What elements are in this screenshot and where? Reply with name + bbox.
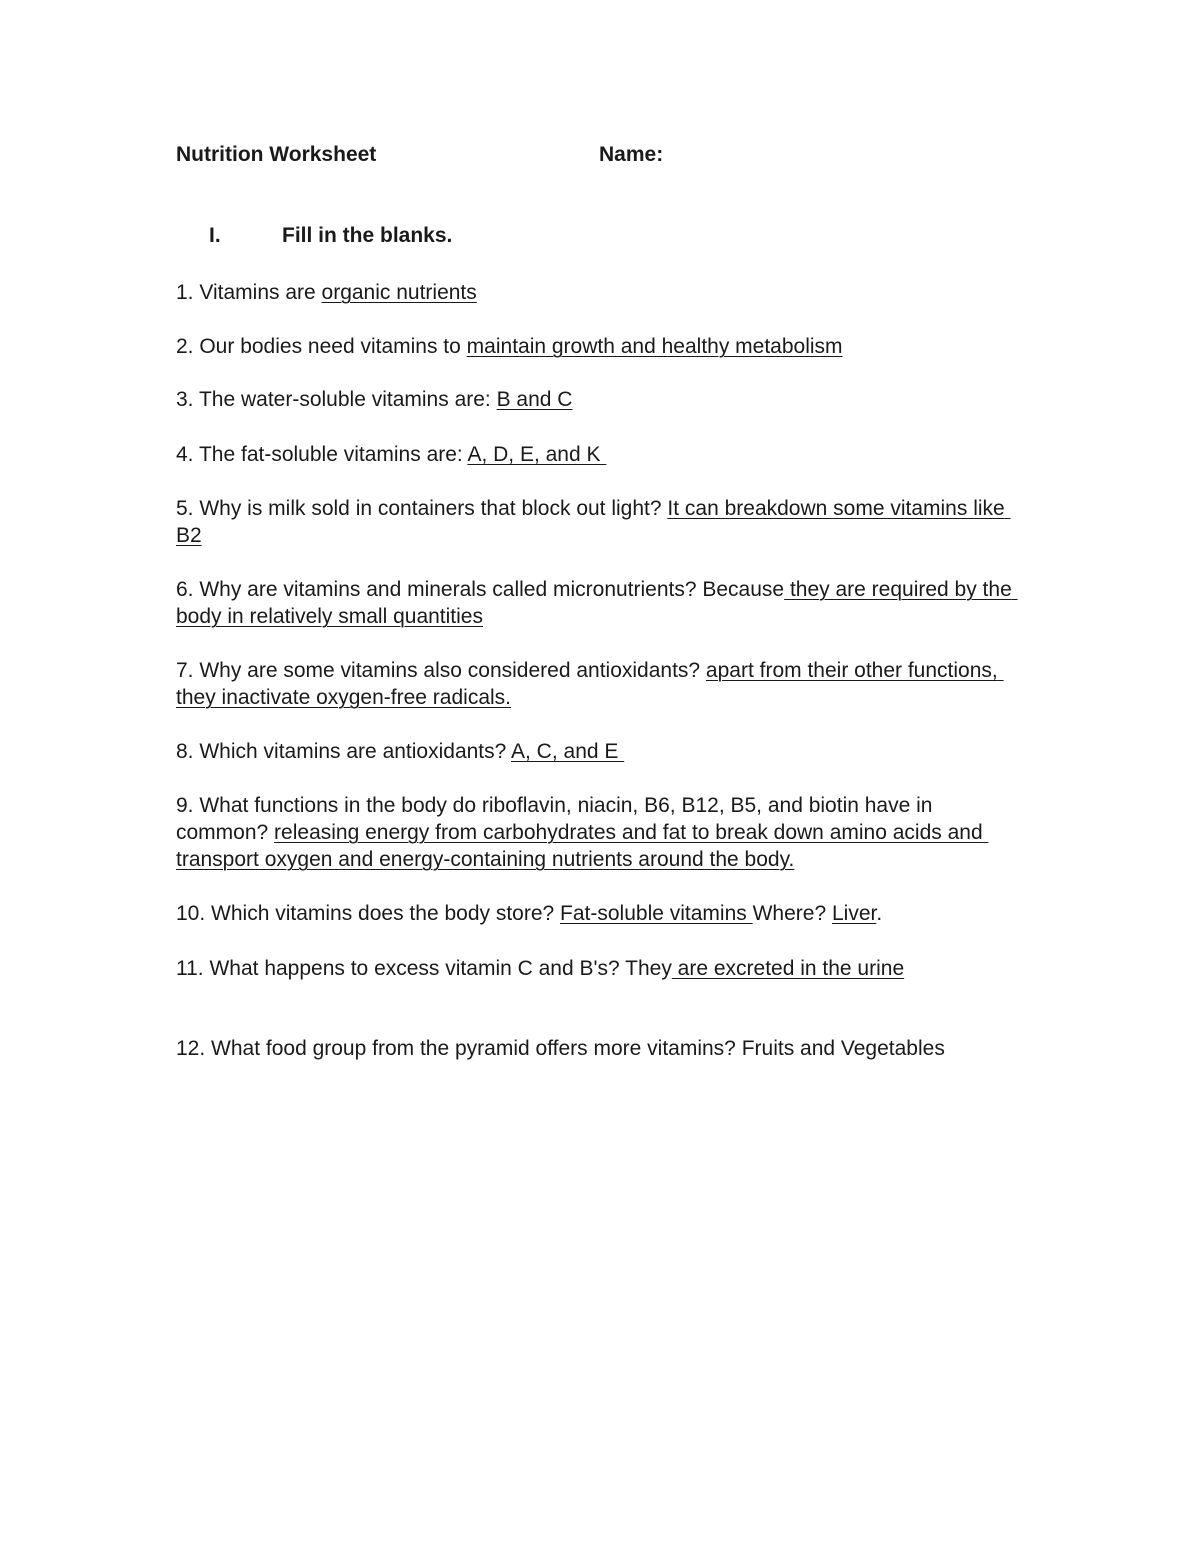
question-2 (176, 333, 1016, 360)
section-title: Fill in the blanks. (282, 224, 453, 247)
question-text: 10. Which vitamins does the body store? (176, 902, 561, 925)
answer-text-followup: Liver (831, 902, 877, 925)
question-5 (176, 495, 1016, 549)
answer-text: they are required by the body in relatively small quantities (176, 578, 1018, 628)
answer-text: maintain growth and healthy metabolism (466, 335, 843, 358)
question-11 (176, 955, 1016, 982)
question-text: 11. What happens to excess vitamin C and B's? They (176, 957, 672, 980)
answer-text: releasing energy from carbohydrates and fat to break down amino acids and transport oxygen and energy-containing nutrients around the body. (176, 821, 989, 871)
question-text: 6. Why are vitamins and minerals called micronutrients? Because (176, 578, 785, 601)
answer-text: apart from their other functions, they inactivate oxygen-free radicals. (176, 659, 1004, 709)
question-text: 9. What functions in the body do riboflavin, niacin, B6, B12, B5, and biotin have in common? (176, 794, 939, 844)
answer-text: A, D, E, and K (467, 443, 607, 466)
question-1 (176, 279, 1016, 306)
question-9 (176, 792, 1016, 873)
question-text: 4. The fat-soluble vitamins are: (176, 443, 468, 466)
question-text: 8. Which vitamins are antioxidants? (176, 740, 511, 763)
question-text-followup: Where? (752, 902, 832, 925)
question-8 (176, 738, 1016, 765)
question-7 (176, 657, 1016, 711)
question-text: 7. Why are some vitamins also considered antioxidants? (176, 659, 706, 682)
question-6 (176, 576, 1016, 630)
question-10 (176, 900, 1016, 927)
answer-text: It can breakdown some vitamins like B2 (176, 497, 1011, 547)
worksheet-title: Nutrition Worksheet (176, 143, 377, 166)
question-text: 12. What food group from the pyramid offers more vitamins? Fruits and Vegetables (176, 1037, 945, 1060)
question-punctuation: . (876, 902, 883, 925)
question-text: 2. Our bodies need vitamins to (176, 335, 467, 358)
question-text: 5. Why is milk sold in containers that block out light? (176, 497, 668, 520)
answer-text: A, C, and E (511, 740, 625, 763)
answer-text: B and C (496, 388, 573, 411)
section-number: I. (209, 224, 221, 247)
answer-text: Fat-soluble vitamins (560, 902, 753, 925)
name-field-label: Name: (599, 143, 664, 166)
question-3 (176, 386, 1016, 413)
question-12 (176, 1035, 1016, 1062)
answer-text: organic nutrients (321, 281, 477, 304)
question-text: 1. Vitamins are (176, 281, 322, 304)
answer-text: are excreted in the urine (671, 957, 905, 980)
question-text: 3. The water-soluble vitamins are: (176, 388, 497, 411)
question-4 (176, 441, 1016, 468)
